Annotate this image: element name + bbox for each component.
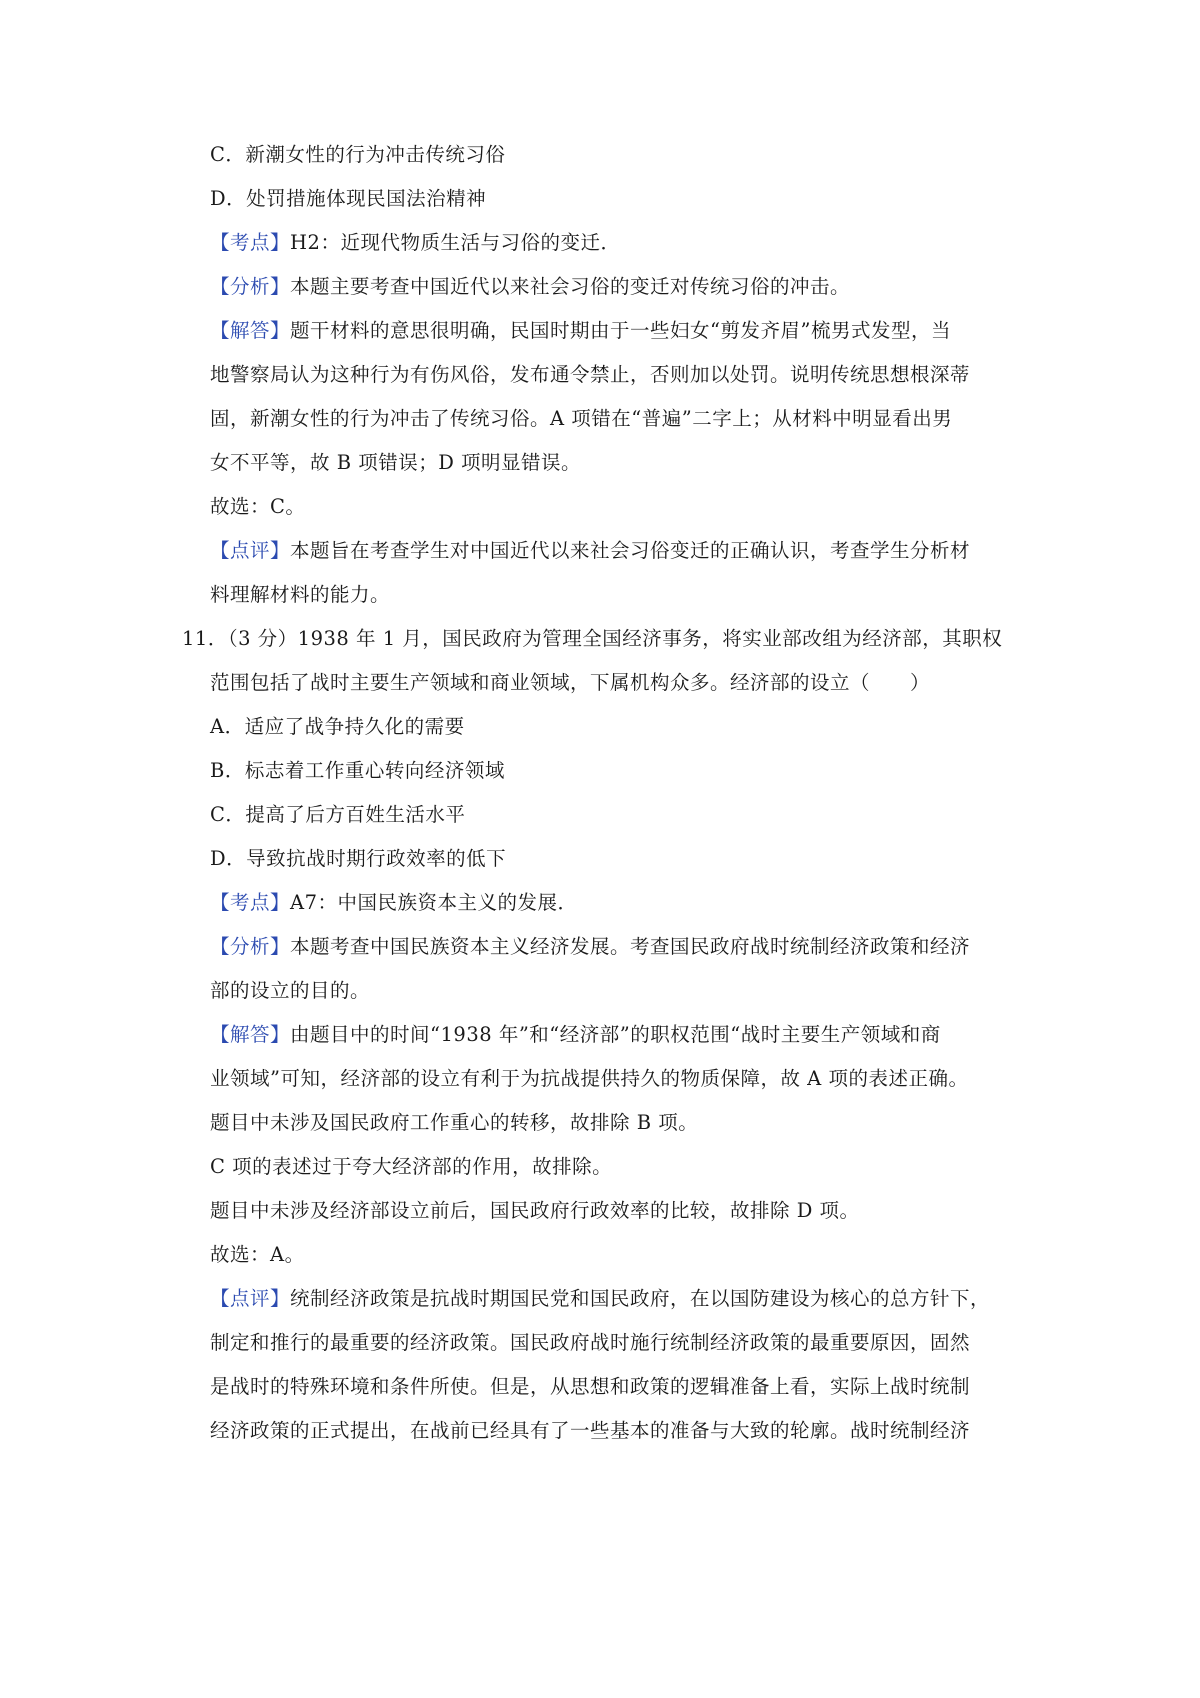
fenxi-label: 【分析】	[210, 275, 291, 298]
q11-stem-line-1: 11．（3 分）1938 年 1 月，国民政府为管理全国经济事务，将实业部改组为经济部，其职权	[182, 627, 1003, 650]
q11-stem-line-2: 范围包括了战时主要生产领域和商业领域，下属机构众多。经济部的设立（ ）	[210, 671, 931, 694]
q11-jieda-line-1: 【解答】由题目中的时间“1938 年”和“经济部”的职权范围“战时主要生产领域和商	[210, 1023, 941, 1046]
kaodian-text: A7：中国民族资本主义的发展．	[290, 891, 578, 914]
dianping-label: 【点评】	[210, 1287, 291, 1310]
kaodian-label: 【考点】	[210, 891, 291, 914]
q11-option-b: B．标志着工作重心转向经济领域	[210, 759, 505, 782]
jieda-label: 【解答】	[210, 319, 291, 342]
q10-jieda-line-1: 【解答】题干材料的意思很明确，民国时期由于一些妇女“剪发齐眉”梳男式发型，当	[210, 319, 951, 342]
q11-kaodian	[210, 890, 578, 916]
q10-jieda-line-2: 地警察局认为这种行为有伤风俗，发布通令禁止，否则加以处罚。说明传统思想根深蒂	[210, 363, 971, 386]
fenxi-text: 本题主要考查中国近代以来社会习俗的变迁对传统习俗的冲击。	[290, 275, 851, 298]
q10-dianping-line-2: 料理解材料的能力。	[210, 583, 391, 606]
q11-option-d: D．导致抗战时期行政效率的低下	[210, 847, 507, 870]
q11-dianping-line-3: 是战时的特殊环境和条件所使。但是，从思想和政策的逻辑准备上看，实际上战时统制	[210, 1375, 971, 1398]
q11-jieda-line-2: 业领域”可知，经济部的设立有利于为抗战提供持久的物质保障，故 A 项的表述正确。	[210, 1067, 969, 1090]
kaodian-text: H2：近现代物质生活与习俗的变迁．	[290, 231, 621, 254]
q10-option-c: C．新潮女性的行为冲击传统习俗	[210, 143, 506, 166]
q10-kaodian	[210, 230, 620, 256]
q10-jieda-line-4: 女不平等，故 B 项错误；D 项明显错误。	[210, 451, 582, 474]
q11-jieda-line-5: 题目中未涉及经济部设立前后，国民政府行政效率的比较，故排除 D 项。	[210, 1199, 860, 1222]
q10-fenxi	[210, 274, 850, 300]
q11-fenxi-line-1: 【分析】本题考查中国民族资本主义经济发展。考查国民政府战时统制经济政策和经济	[210, 935, 971, 958]
dianping-label: 【点评】	[210, 539, 291, 562]
kaodian-label: 【考点】	[210, 231, 291, 254]
q11-dianping-line-1: 【点评】统制经济政策是抗战时期国民党和国民政府，在以国防建设为核心的总方针下，	[210, 1287, 991, 1310]
q11-dianping-line-2: 制定和推行的最重要的经济政策。国民政府战时施行统制经济政策的最重要原因，固然	[210, 1331, 971, 1354]
q10-answer: 故选：C。	[210, 495, 306, 518]
q11-fenxi-line-2: 部的设立的目的。	[210, 979, 371, 1002]
q11-jieda-line-3: 题目中未涉及国民政府工作重心的转移，故排除 B 项。	[210, 1111, 699, 1134]
q11-option-c: C．提高了后方百姓生活水平	[210, 803, 466, 826]
fenxi-label: 【分析】	[210, 935, 291, 958]
q10-jieda-line-3: 固，新潮女性的行为冲击了传统习俗。A 项错在“普遍”二字上；从材料中明显看出男	[210, 407, 953, 430]
q11-jieda-line-4: C 项的表述过于夸大经济部的作用，故排除。	[210, 1155, 613, 1178]
q11-answer: 故选：A。	[210, 1243, 305, 1266]
jieda-label: 【解答】	[210, 1023, 291, 1046]
q11-option-a: A．适应了战争持久化的需要	[210, 715, 465, 738]
q10-option-d: D．处罚措施体现民国法治精神	[210, 187, 487, 210]
q11-dianping-line-4: 经济政策的正式提出，在战前已经具有了一些基本的准备与大致的轮廓。战时统制经济	[210, 1419, 971, 1442]
q10-dianping-line-1: 【点评】本题旨在考查学生对中国近代以来社会习俗变迁的正确认识，考查学生分析材	[210, 539, 971, 562]
